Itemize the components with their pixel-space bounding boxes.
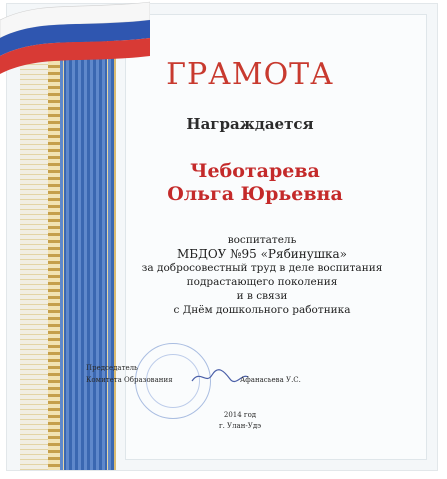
signatory-name: Афанасьева У.С. xyxy=(240,376,301,384)
certificate-year: 2014 год xyxy=(223,411,257,419)
award-line: воспитатель xyxy=(227,234,297,246)
gold-ornament-stripe xyxy=(48,30,60,470)
award-text xyxy=(112,233,412,317)
certificate-title: ГРАМОТА xyxy=(166,57,334,92)
award-line: МБДОУ №95 «Рябинушка» xyxy=(176,247,348,261)
signatory-title-line: Комитета Образования xyxy=(86,376,173,384)
award-line: подрастающего поколения xyxy=(186,276,338,288)
certificate-footer xyxy=(200,410,280,432)
certificate-city: г. Улан-Удэ xyxy=(218,422,262,430)
russian-flag-ribbon xyxy=(0,0,150,90)
award-line: за добросовестный труд в деле воспитания xyxy=(141,262,383,274)
recipient-surname: Чеботарева xyxy=(190,160,320,182)
blue-ornament-band xyxy=(55,30,116,470)
award-line: и в связи xyxy=(236,290,288,302)
award-line: с Днём дошкольного работника xyxy=(173,304,351,316)
signatory-title-line: Председатель xyxy=(86,364,138,372)
recipient-given-name: Ольга Юрьевна xyxy=(167,183,343,205)
awarded-label: Награждается xyxy=(186,115,314,133)
recipient-name xyxy=(130,160,380,206)
